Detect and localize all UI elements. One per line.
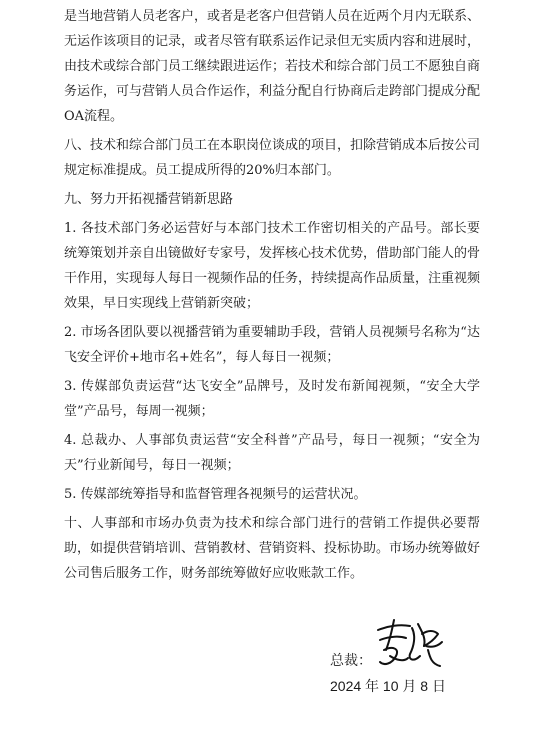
signature-date: 2024 年 10 月 8 日 bbox=[330, 678, 446, 694]
signature-block bbox=[330, 642, 490, 712]
heading-section-9: 九、努力开拓视播营销新思路 bbox=[64, 192, 234, 207]
paragraph-section-8: 八、技术和综合部门员工在本职岗位谈成的项目，扣除营销成本后按公司规定标准提成。员工提成所得的20%归本部门。 bbox=[64, 138, 481, 178]
paragraph-section-10: 十、人事部和市场办负责为技术和综合部门进行的营销工作提供必要帮助，如提供营销培训、营销教材、营销资料、投标协助。市场办统筹做好公司售后服务工作，财务部统筹做好应收账款工作。 bbox=[64, 516, 481, 581]
paragraph-item-5: 5. 传媒部统筹指导和监督管理各视频号的运营状况。 bbox=[64, 487, 367, 502]
signature-label: 总裁： bbox=[330, 653, 372, 669]
paragraph-item-1: 1. 各技术部门务必运营好与本部门技术工作密切相关的产品号。部长要统筹策划并亲自出镜做好专家号，发挥核心技术优势，借助部门能人的骨干作用，实现每人每日一视频作品的任务，持续提高作品质量，注重视频效果，早日实现线上营销新突破； bbox=[64, 221, 481, 311]
paragraph-item-3: 3. 传媒部负责运营“达飞安全”品牌号，及时发布新闻视频，“安全大学堂”产品号，每周一视频； bbox=[64, 379, 480, 419]
paragraph-item-2: 2. 市场各团队要以视播营销为重要辅助手段，营销人员视频号名称为“达飞安全评价+地市名+姓名”，每人每日一视频； bbox=[64, 325, 480, 365]
paragraph-continuation: 是当地营销人员老客户，或者是老客户但营销人员在近两个月内无联系、无运作该项目的记录，或者尽管有联系运作记录但无实质内容和进展时，由技术或综合部门员工继续跟进运作；若技术和综合部门员工不愿独自商务运作，可与营销人员合作运作，利益分配自行协商后走跨部门提成分配OA流程。 bbox=[64, 9, 481, 124]
handwritten-signature-icon bbox=[370, 616, 448, 672]
paragraph-item-4: 4. 总裁办、人事部负责运营“安全科普”产品号，每日一视频；“安全为天”行业新闻号，每日一视频； bbox=[64, 433, 480, 473]
